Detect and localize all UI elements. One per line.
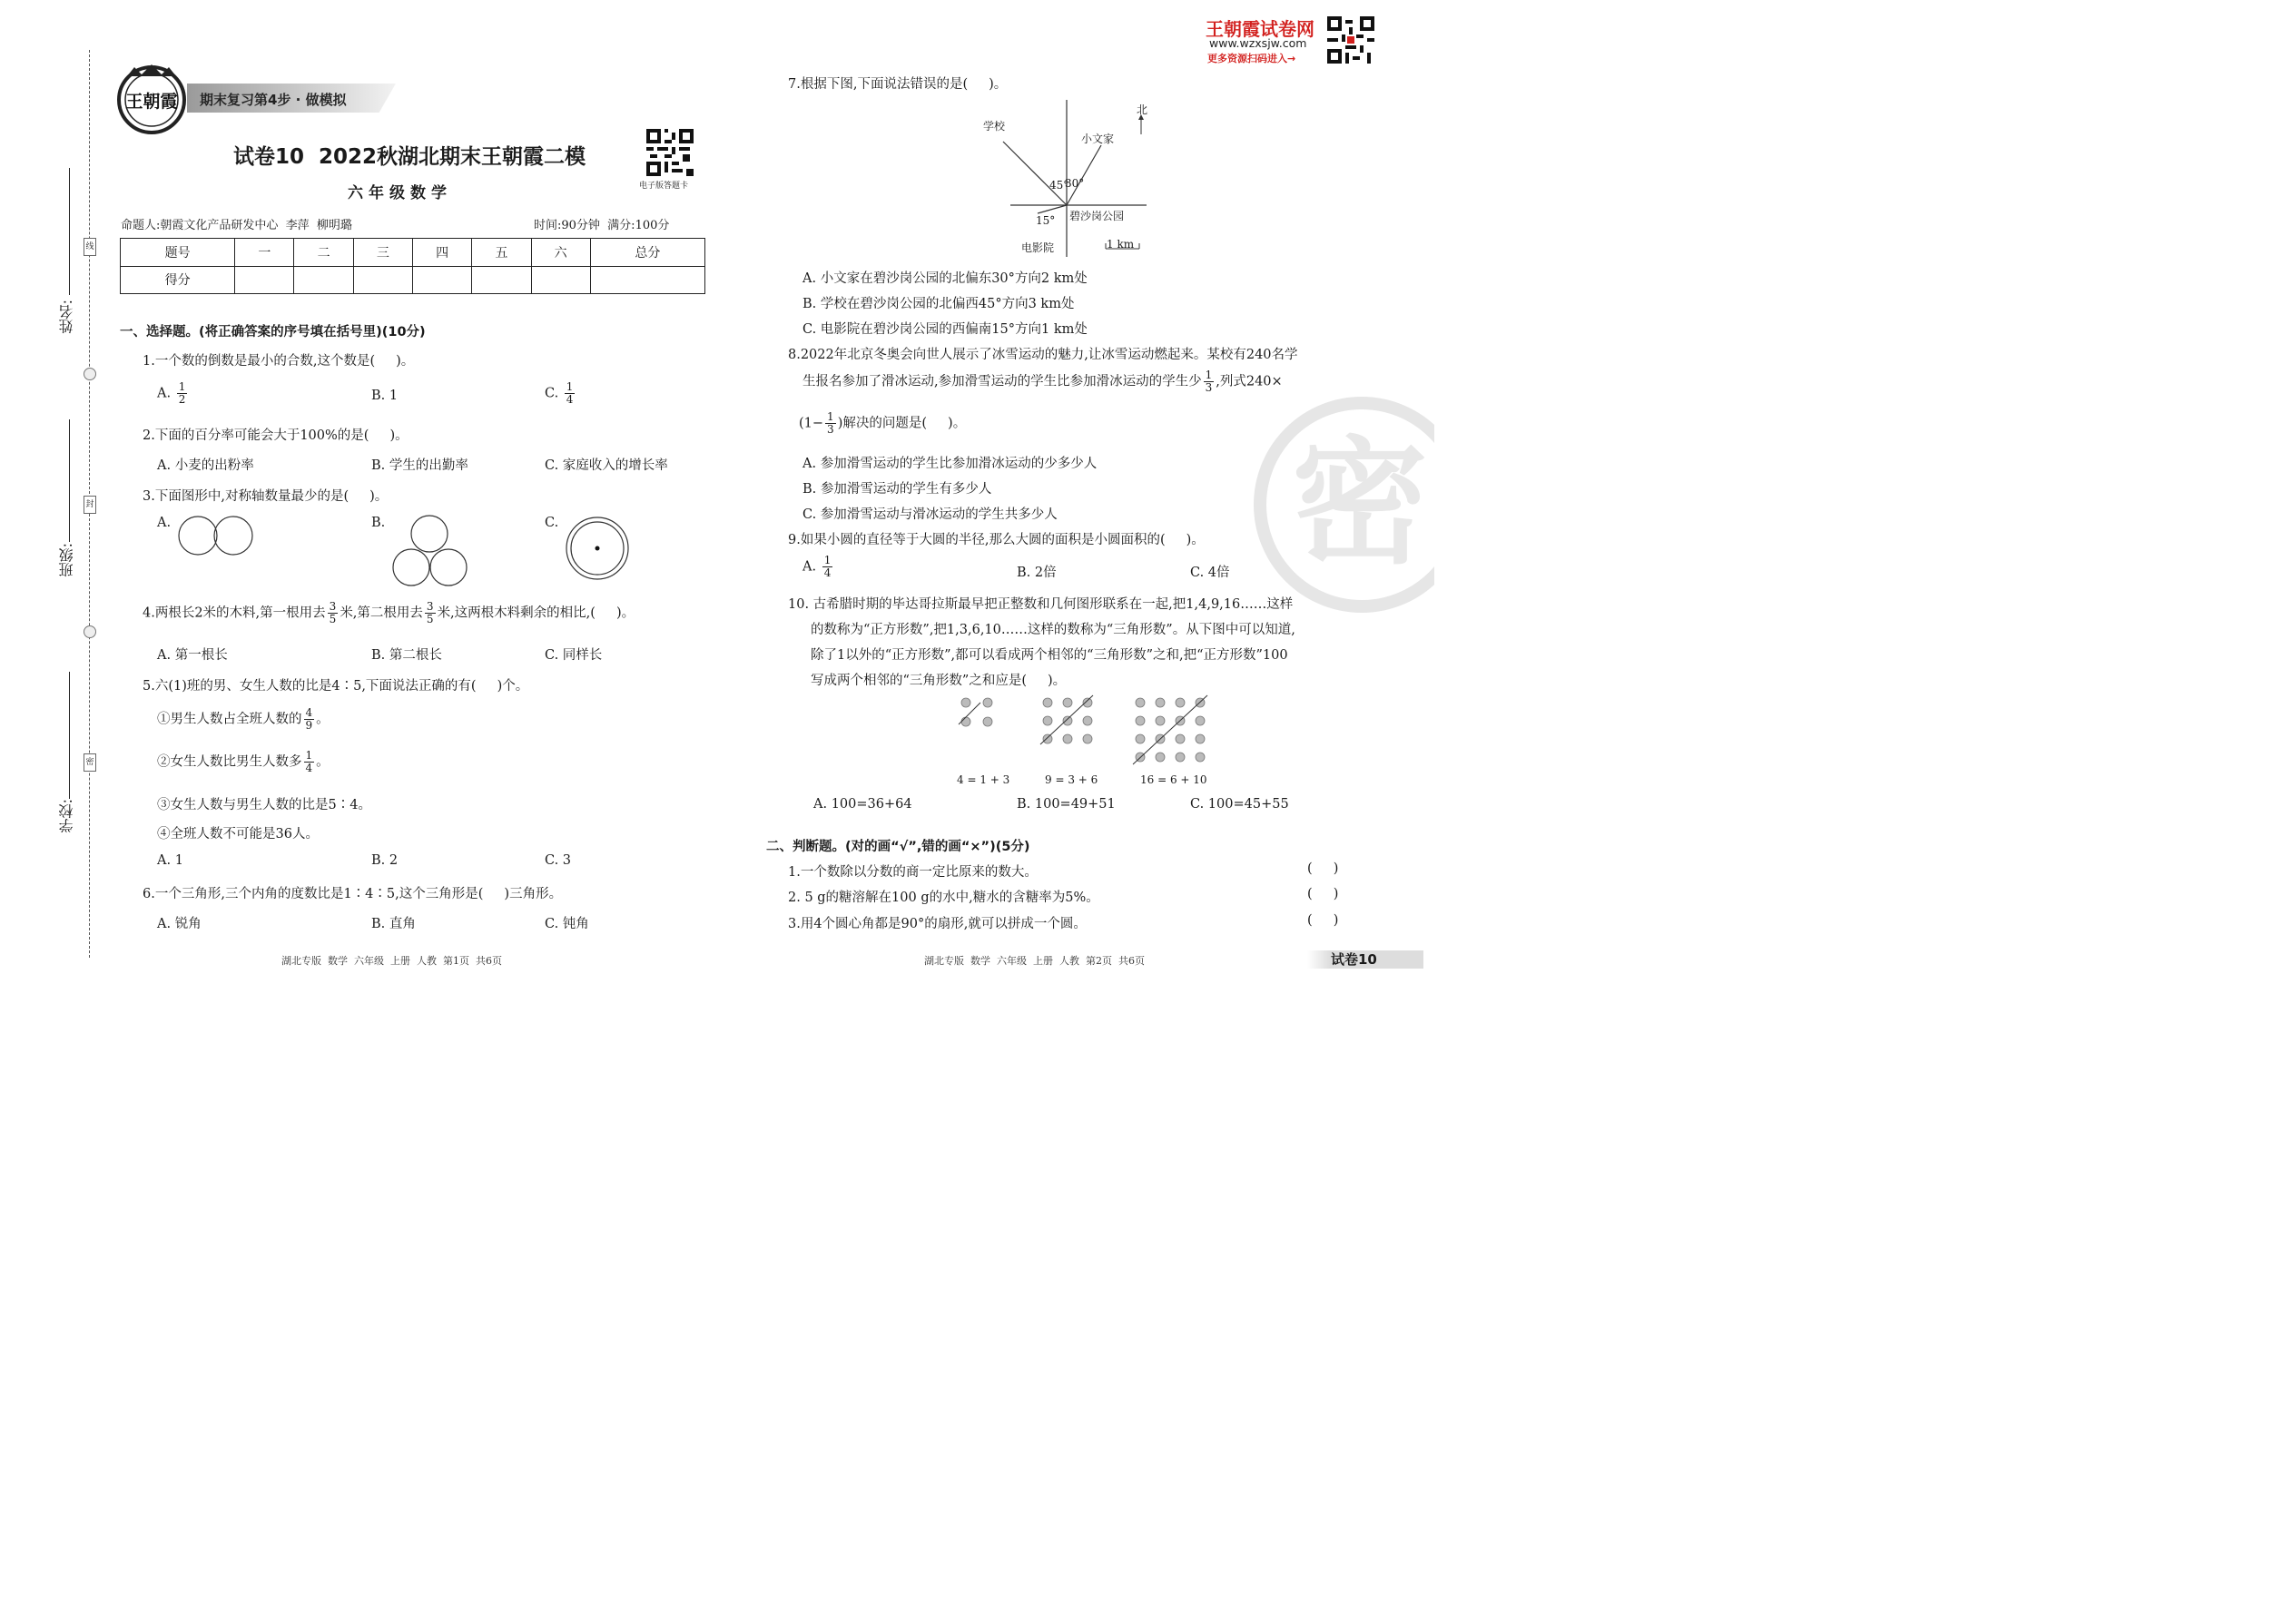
- section1-title: 一、选择题。(将正确答案的序号填在括号里)(10分): [120, 325, 426, 340]
- fraction: $\frac{3}{5}$: [329, 600, 337, 625]
- q10-line1: 10. 古希腊时期的毕达哥拉斯最早把正整数和几何图形联系在一起,把1,4,9,16……这样: [788, 597, 1294, 612]
- judge-answer-3[interactable]: ( ): [1307, 913, 1339, 928]
- score-header-cell: 三: [353, 239, 412, 267]
- q5-option-a[interactable]: A. 1: [157, 853, 183, 868]
- q4-text: 4.两根长2米的木料,第一根用去 $\frac{3}{5}$ 米,第二根用去 $\frac{3}{5}$ 米,这两根木料剩余的相比,( )。: [143, 600, 635, 625]
- q8-line1: 8.2022年北京冬奥会向世人展示了冰雪运动的魅力,让冰雪运动燃起来。某校有240名学: [788, 348, 1298, 362]
- map-label-scale: 1 km: [1107, 238, 1135, 251]
- q4-option-b[interactable]: B. 第二根长: [371, 648, 442, 663]
- q3-option-b[interactable]: B.: [371, 516, 386, 530]
- q7-option-b[interactable]: B. 学校在碧沙岗公园的北偏西45°方向3 km处: [802, 297, 1075, 311]
- q3-text: 3.下面图形中,对称轴数量最少的是( )。: [143, 489, 389, 504]
- q5-text: 5.六(1)班的男、女生人数的比是4∶5,下面说法正确的有( )个。: [143, 679, 529, 694]
- seal-dot-icon: [84, 368, 96, 380]
- school-label: 学校:: [58, 799, 75, 833]
- q1-text: 1.一个数的倒数是最小的合数,这个数是( )。: [143, 354, 415, 369]
- watermark-seal: [1253, 396, 1434, 614]
- dots-caption-3: 16 = 6 + 10: [1140, 773, 1207, 786]
- q2-text: 2.下面的百分率可能会大于100%的是( )。: [143, 428, 409, 443]
- seal-dot-icon: [84, 625, 96, 638]
- map-label-school: 学校: [983, 120, 1006, 133]
- judge-item-3: 3.用4个圆心角都是90°的扇形,就可以拼成一个圆。: [788, 917, 1087, 931]
- q2-option-b[interactable]: B. 学生的出勤率: [371, 458, 468, 473]
- name-field[interactable]: [69, 168, 70, 295]
- dots-caption-1: 4 = 1 + 3: [957, 773, 1010, 786]
- score-header-cell: 一: [235, 239, 294, 267]
- judge-answer-1[interactable]: ( ): [1307, 861, 1339, 876]
- q3-option-c[interactable]: C.: [545, 516, 559, 530]
- q1-option-a[interactable]: [157, 381, 189, 406]
- map-label-15: 15°: [1036, 214, 1056, 227]
- score-cell[interactable]: [353, 266, 412, 294]
- q2-option-c[interactable]: C. 家庭收入的增长率: [545, 458, 668, 473]
- fraction: $\frac{1}{4}$: [305, 749, 313, 774]
- page-subtitle: 六年级数学: [348, 184, 452, 202]
- q6-text: 6.一个三角形,三个内角的度数比是1∶4∶5,这个三角形是( )三角形。: [143, 887, 563, 901]
- score-cell[interactable]: [294, 266, 353, 294]
- dots-caption-2: 9 = 3 + 6: [1045, 773, 1098, 786]
- cut-mark-feng: 封: [84, 496, 96, 514]
- q10-line3: 除了1以外的“正方形数”,都可以看成两个相邻的“三角形数”之和,把“正方形数”100: [811, 648, 1288, 663]
- fraction: $\frac{1}{4}$: [823, 554, 832, 579]
- score-table-header: [121, 239, 705, 267]
- map-label-45: 45°: [1049, 179, 1069, 192]
- score-cell[interactable]: [412, 266, 471, 294]
- fraction: $\frac{1}{4}$: [566, 380, 574, 406]
- brand-qr-icon[interactable]: [1327, 16, 1374, 64]
- q5-statement-2: ②女生人数比男生人数多 $\frac{1}{4}$ 。: [157, 749, 330, 774]
- score-cell[interactable]: [590, 266, 704, 294]
- review-banner-text: 期末复习第4步 · 做模拟: [200, 92, 347, 108]
- cut-mark-xian: 线: [84, 238, 96, 256]
- score-row-label: 得分: [121, 266, 235, 294]
- map-label-30: 30°: [1065, 177, 1085, 190]
- square-number-dots-figure: [953, 694, 1216, 775]
- page-title: 试卷10 2022秋湖北期末王朝霞二模: [233, 145, 586, 169]
- q8-line2: 生报名参加了滑冰运动,参加滑雪运动的学生比参加滑冰运动的学生少 $\frac{1}{3}$ ,列式240×: [802, 369, 1283, 394]
- q7-option-a[interactable]: A. 小文家在碧沙岗公园的北偏东30°方向2 km处: [802, 271, 1088, 286]
- q5-statement-4: ④全班人数不可能是36人。: [157, 827, 319, 842]
- q7-text: 7.根据下图,下面说法错误的是( )。: [788, 77, 1008, 92]
- qr-code-icon[interactable]: [646, 129, 694, 176]
- q6-option-c[interactable]: C. 钝角: [545, 917, 589, 931]
- q6-option-b[interactable]: B. 直角: [371, 917, 416, 931]
- score-header-cell: 四: [412, 239, 471, 267]
- score-table: [120, 238, 705, 294]
- option-label: A.: [157, 386, 172, 401]
- q9-option-a[interactable]: [802, 555, 834, 579]
- q9-option-b[interactable]: B. 2倍: [1017, 566, 1057, 580]
- section2-title: 二、判断题。(对的画“√”,错的画“×”)(5分): [766, 840, 1030, 854]
- score-cell[interactable]: [235, 266, 294, 294]
- option-label: C.: [545, 386, 559, 401]
- score-header-cell: 题号: [121, 239, 235, 267]
- q3-option-a[interactable]: A.: [157, 516, 172, 530]
- map-label-cinema: 电影院: [1021, 241, 1055, 254]
- fraction: $\frac{1}{3}$: [827, 410, 834, 436]
- class-field[interactable]: [69, 419, 70, 542]
- score-header-cell: 六: [531, 239, 590, 267]
- q8-option-a[interactable]: A. 参加滑雪运动的学生比参加滑冰运动的少多少人: [802, 457, 1098, 471]
- q10-option-c[interactable]: C. 100=45+55: [1190, 797, 1289, 812]
- authors: 命题人:朝霞文化产品研发中心 李萍 柳明璐: [121, 219, 352, 232]
- map-label-home: 小文家: [1081, 133, 1115, 145]
- fraction: $\frac{3}{5}$: [426, 600, 434, 625]
- footer-tag: 试卷10: [1331, 951, 1377, 968]
- brand-name: 王朝霞试卷网: [1206, 18, 1314, 40]
- score-header-cell: 五: [472, 239, 531, 267]
- judge-item-2: 2. 5 g的糖溶解在100 g的水中,糖水的含糖率为5%。: [788, 891, 1099, 905]
- score-header-cell: 二: [294, 239, 353, 267]
- cut-mark-mi: 密: [84, 753, 96, 772]
- score-header-cell: 总分: [590, 239, 704, 267]
- class-label: 班级:: [58, 543, 75, 577]
- q5-statement-3: ③女生人数与男生人数的比是5∶4。: [157, 798, 371, 812]
- q1-option-c[interactable]: [545, 381, 576, 406]
- concentric-circles-figure: [565, 516, 630, 581]
- judge-answer-2[interactable]: ( ): [1307, 887, 1339, 901]
- score-cell[interactable]: [531, 266, 590, 294]
- q10-line4: 写成两个相邻的“三角形数”之和应是( )。: [811, 674, 1067, 688]
- judge-item-1: 1.一个数除以分数的商一定比原来的数大。: [788, 865, 1038, 880]
- svg-text:密: 密: [1291, 425, 1429, 583]
- map-label-park: 碧沙岗公园: [1069, 210, 1125, 222]
- q9-option-c[interactable]: C. 4倍: [1190, 566, 1230, 580]
- q9-text: 9.如果小圆的直径等于大圆的半径,那么大圆的面积是小圆面积的( )。: [788, 533, 1205, 547]
- map-label-north: 北: [1137, 103, 1148, 116]
- q10-line2: 的数称为“正方形数”,把1,3,6,10……这样的数称为“三角形数”。从下图中可以知道,: [811, 623, 1295, 637]
- brand-tip: 更多资源扫码进入→: [1207, 53, 1296, 64]
- q8-line3: (1− $\frac{1}{3}$ )解决的问题是( )。: [799, 410, 967, 436]
- footer-left: 湖北专版 数学 六年级 上册 人教 第1页 共6页: [281, 955, 502, 967]
- q10-option-b[interactable]: B. 100=49+51: [1017, 797, 1116, 812]
- two-circles-figure: [177, 514, 259, 557]
- brand-logo: [114, 60, 189, 134]
- svg-text:王朝霞: 王朝霞: [125, 92, 178, 112]
- q5-option-b[interactable]: B. 2: [371, 853, 399, 868]
- q5-option-c[interactable]: C. 3: [545, 853, 572, 868]
- q7-option-c[interactable]: C. 电影院在碧沙岗公园的西偏南15°方向1 km处: [802, 322, 1088, 337]
- q8-option-c[interactable]: C. 参加滑雪运动与滑冰运动的学生共多少人: [802, 507, 1058, 522]
- q6-option-a[interactable]: A. 锐角: [157, 917, 202, 931]
- q1-option-b[interactable]: B. 1: [371, 389, 399, 403]
- brand-url[interactable]: www.wzxsjw.com: [1209, 36, 1307, 50]
- qr-caption: 电子版答题卡: [639, 182, 689, 191]
- option-label: A.: [802, 559, 817, 575]
- footer-right: 湖北专版 数学 六年级 上册 人教 第2页 共6页: [924, 955, 1145, 967]
- school-field[interactable]: [69, 672, 70, 799]
- q4-option-c[interactable]: C. 同样长: [545, 648, 603, 663]
- q5-statement-1: ①男生人数占全班人数的 $\frac{4}{9}$ 。: [157, 706, 330, 732]
- q10-option-a[interactable]: A. 100=36+64: [813, 797, 912, 812]
- q8-option-b[interactable]: B. 参加滑雪运动的学生有多少人: [802, 482, 992, 497]
- time-score: 时间:90分钟 满分:100分: [534, 219, 670, 232]
- fraction: $\frac{4}{9}$: [305, 706, 313, 732]
- score-cell[interactable]: [472, 266, 531, 294]
- name-label: 姓名:: [58, 300, 75, 334]
- score-table-row: [121, 266, 705, 294]
- q2-option-a[interactable]: A. 小麦的出粉率: [157, 458, 254, 473]
- q4-option-a[interactable]: A. 第一根长: [157, 648, 228, 663]
- fraction: $\frac{1}{3}$: [1205, 369, 1213, 394]
- fraction: $\frac{1}{2}$: [178, 380, 186, 406]
- three-circles-figure: [390, 514, 472, 588]
